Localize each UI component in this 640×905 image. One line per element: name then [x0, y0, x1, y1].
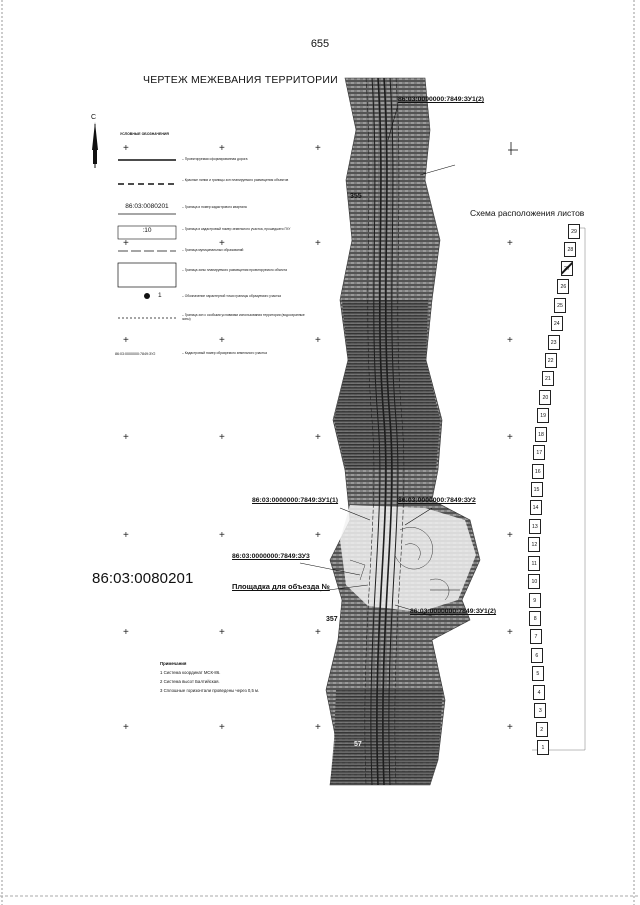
clearing-area [340, 505, 476, 612]
grid-cross: + [507, 627, 513, 638]
grid-cross: + [123, 627, 129, 638]
characteristic-point-icon [144, 293, 150, 299]
sheet-box-17: 17 [533, 445, 545, 460]
grid-cross: + [507, 238, 513, 249]
sheet-box-5: 5 [532, 666, 544, 681]
point-number: 57 [354, 741, 362, 748]
sheet-box-11: 11 [528, 556, 540, 571]
legend-item-text: – Красные линии и границы зон планируемого размещения объектов [182, 178, 289, 182]
sheet-box-14: 14 [530, 500, 542, 515]
grid-cross: + [315, 143, 321, 154]
grid-cross: + [123, 530, 129, 541]
cadastral-quarter-label: 86:03:0080201 [92, 570, 194, 587]
point-number: 357 [326, 616, 338, 623]
sheet-box-1: 1 [537, 740, 549, 755]
grid-cross: + [315, 335, 321, 346]
sheet-box-20: 20 [539, 390, 551, 405]
legend-item-text: – Граница и номер кадастрового квартала [182, 205, 247, 209]
legend-item-text: – Граница и кадастровый номер земельного участка, прошедшего ГКУ [182, 227, 291, 231]
sheet-box-12: 12 [528, 537, 540, 552]
grid-cross: + [219, 238, 225, 249]
grid-cross: + [123, 722, 129, 733]
sheet-box-13: 13 [529, 519, 541, 534]
sheet-box-21: 21 [542, 371, 554, 386]
note-item: 1 Система координат МСК-86. [160, 670, 221, 675]
sheet-box-25: 25 [554, 298, 566, 313]
sheet-box-10: 10 [528, 574, 540, 589]
grid-cross: + [123, 335, 129, 346]
grid-cross: + [507, 530, 513, 541]
parcel-label-zu1-low: 86:03:0000000:7849:ЗУ1(2) [410, 608, 497, 615]
drawing-title: ЧЕРТЕЖ МЕЖЕВАНИЯ ТЕРРИТОРИИ [143, 74, 338, 86]
grid-cross: + [507, 722, 513, 733]
sheet-box-15: 15 [531, 482, 543, 497]
grid-cross: + [507, 432, 513, 443]
sheet-box-26: 26 [557, 279, 569, 294]
grid-cross: + [123, 432, 129, 443]
grid-cross: + [219, 530, 225, 541]
sheet-box-24: 24 [551, 316, 563, 331]
grid-cross: + [507, 335, 513, 346]
site-label: Площадка для объезда № [232, 582, 330, 591]
sheet-box-23: 23 [548, 335, 560, 350]
sheet-box-3: 3 [534, 703, 546, 718]
grid-cross: + [219, 627, 225, 638]
legend-sample-cadastral: 86:03:0000000:7849:ЗУ2 [115, 352, 156, 356]
legend-sample-quarter: 86:03:0080201 [125, 203, 169, 210]
grid-cross: + [123, 238, 129, 249]
parcel-label-zu3: 86:03:0000000:7849:ЗУ3 [232, 553, 310, 560]
legend-item-text: – Граница зоны планируемого размещения проектируемого объекта [182, 268, 287, 272]
legend-item-text: – Обозначение характерной точки границы образуемого участка [182, 294, 282, 298]
note-item: 2 Система высот Балтийская. [160, 679, 220, 684]
legend-item-text: – Проектируемая сформированная дорога [182, 157, 248, 161]
grid-cross: + [315, 627, 321, 638]
note-item: 3 Сплошные горизонтали проведены через 0,5 м. [160, 688, 260, 693]
sheet-box-6: 6 [531, 648, 543, 663]
legend-item-text: – Кадастровый номер образуемого земельного участка [182, 351, 267, 355]
sheet-box-27: 27 [561, 261, 573, 276]
parcel-label-zu1-top: 86:03:0000000:7849:ЗУ1(2) [398, 96, 485, 103]
sheet-box-22: 22 [545, 353, 557, 368]
parcel-label-zu1-mid: 86:03:0000000:7849:ЗУ1(1) [252, 497, 339, 504]
sheet-box-18: 18 [535, 427, 547, 442]
grid-cross: + [219, 143, 225, 154]
sheet-box-19: 19 [537, 408, 549, 423]
terrain-dark-zone-low [330, 690, 443, 785]
notes-block [160, 659, 259, 695]
north-letter: С [91, 114, 97, 121]
sheet-box-29: 29 [568, 224, 580, 239]
sheet-box-4: 4 [533, 685, 545, 700]
grid-cross: + [315, 238, 321, 249]
grid-cross: + [315, 722, 321, 733]
legend-item-text: – Граница зон с особыми условиями использования территории (водоохранные зоны) [182, 313, 305, 322]
grid-cross: + [219, 335, 225, 346]
sheet-box-7: 7 [530, 629, 542, 644]
sheet-box-16: 16 [532, 464, 544, 479]
legend-header: УСЛОВНЫЕ ОБОЗНАЧЕНИЯ [120, 132, 169, 136]
sheet-box-9: 9 [529, 593, 541, 608]
sheet-scheme-title: Схема расположения листов [470, 208, 585, 218]
sheet-box-2: 2 [536, 722, 548, 737]
grid-cross: + [219, 432, 225, 443]
parcel-label-zu2: 86:03:0000000:7849:ЗУ2 [398, 497, 476, 504]
north-arrow-icon [92, 122, 98, 168]
small-marker-icon [508, 142, 518, 155]
page-number: 655 [310, 38, 330, 50]
grid-cross: + [123, 143, 129, 154]
legend-item-text: – Граница муниципальных образований [182, 248, 244, 252]
notes-header: Примечания [160, 661, 187, 666]
legend-sample-parcel: :10 [142, 227, 152, 234]
sheet-box-28: 28 [564, 242, 576, 257]
grid-cross: + [315, 530, 321, 541]
legend-sample-point: 1 [158, 292, 162, 299]
grid-cross: + [219, 722, 225, 733]
sheet-box-8: 8 [529, 611, 541, 626]
point-number: 355 [350, 193, 362, 200]
grid-cross: + [315, 432, 321, 443]
